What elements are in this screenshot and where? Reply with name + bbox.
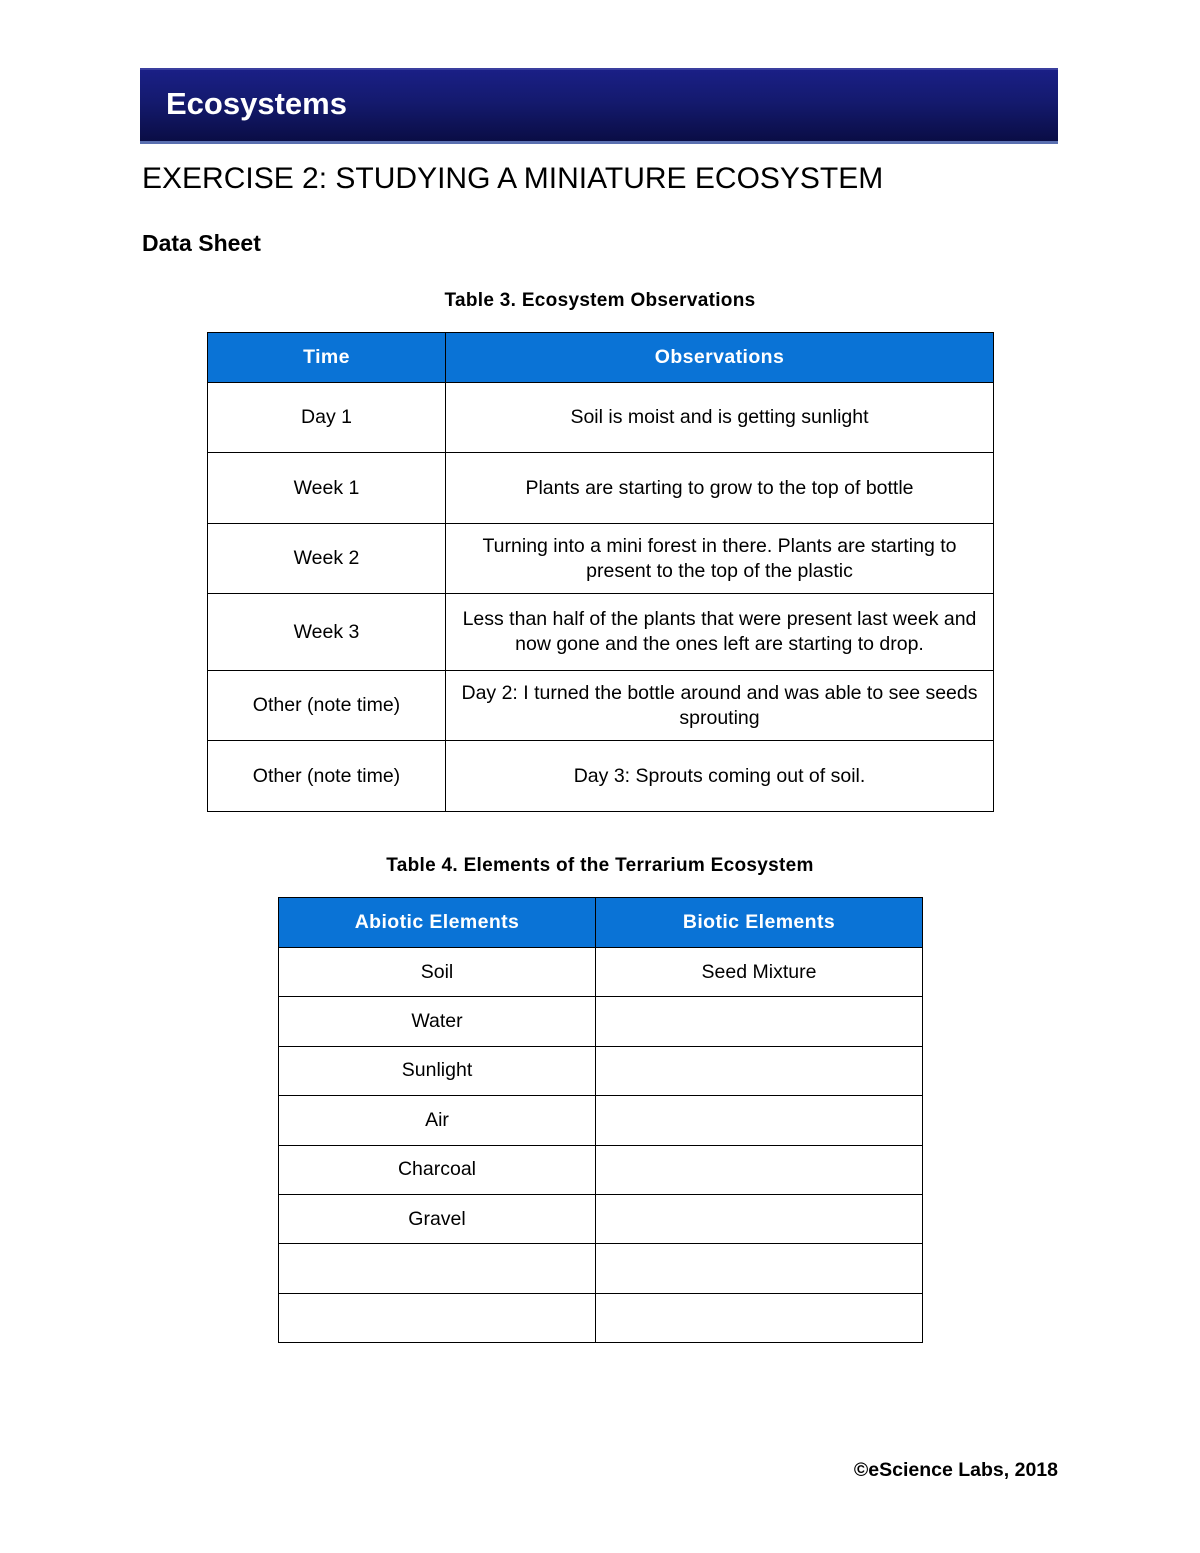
biotic-cell[interactable]: Seed Mixture [596,948,923,997]
exercise-title: EXERCISE 2: STUDYING A MINIATURE ECOSYSTEM [142,162,884,195]
biotic-cell[interactable] [596,1145,923,1194]
table-row [208,594,994,671]
biotic-cell[interactable] [596,997,923,1046]
abiotic-cell[interactable]: Water [279,997,596,1046]
banner-title: Ecosystems [166,86,347,121]
observation-cell[interactable]: Turning into a mini forest in there. Plants are starting to present to the top of the plastic [446,524,994,594]
abiotic-cell[interactable]: Charcoal [279,1145,596,1194]
table-row [279,1244,923,1293]
table-row [208,383,994,453]
biotic-column-header: Biotic Elements [596,898,923,948]
observations-column-header: Observations [446,333,994,383]
time-column-header: Time [208,333,446,383]
time-cell[interactable]: Week 2 [208,524,446,594]
table-row [208,524,994,594]
abiotic-cell[interactable]: Sunlight [279,1046,596,1095]
observation-cell[interactable]: Day 2: I turned the bottle around and was able to see seeds sprouting [446,671,994,741]
table-row [279,1293,923,1342]
copyright-footer: ©eScience Labs, 2018 [853,1459,1058,1481]
table-row [279,1145,923,1194]
terrarium-elements-table [278,897,923,1343]
data-sheet-heading: Data Sheet [142,230,261,256]
abiotic-cell[interactable]: Gravel [279,1194,596,1243]
table3-caption: Table 3. Ecosystem Observations [444,290,756,311]
abiotic-cell[interactable] [279,1244,596,1293]
abiotic-cell[interactable] [279,1293,596,1342]
time-cell[interactable]: Day 1 [208,383,446,453]
header-banner [140,68,1058,144]
biotic-cell[interactable] [596,1293,923,1342]
table-row [279,1194,923,1243]
table4-caption: Table 4. Elements of the Terrarium Ecosystem [386,855,814,876]
time-cell[interactable]: Week 3 [208,594,446,671]
table-row [208,741,994,812]
observation-cell[interactable]: Less than half of the plants that were present last week and now gone and the ones left are starting to drop. [446,594,994,671]
time-cell[interactable]: Week 1 [208,453,446,524]
table-row [279,1046,923,1095]
table-header-row [208,333,994,383]
table-row [208,453,994,524]
time-cell[interactable]: Other (note time) [208,741,446,812]
ecosystem-observations-table [207,332,994,812]
biotic-cell[interactable] [596,1096,923,1145]
abiotic-column-header: Abiotic Elements [279,898,596,948]
table-row [279,1096,923,1145]
table-header-row [279,898,923,948]
abiotic-cell[interactable]: Air [279,1096,596,1145]
table-row [279,997,923,1046]
biotic-cell[interactable] [596,1046,923,1095]
time-cell[interactable]: Other (note time) [208,671,446,741]
observation-cell[interactable]: Soil is moist and is getting sunlight [446,383,994,453]
observation-cell[interactable]: Day 3: Sprouts coming out of soil. [446,741,994,812]
table-row [208,671,994,741]
biotic-cell[interactable] [596,1244,923,1293]
table-row [279,948,923,997]
abiotic-cell[interactable]: Soil [279,948,596,997]
observation-cell[interactable]: Plants are starting to grow to the top of bottle [446,453,994,524]
biotic-cell[interactable] [596,1194,923,1243]
